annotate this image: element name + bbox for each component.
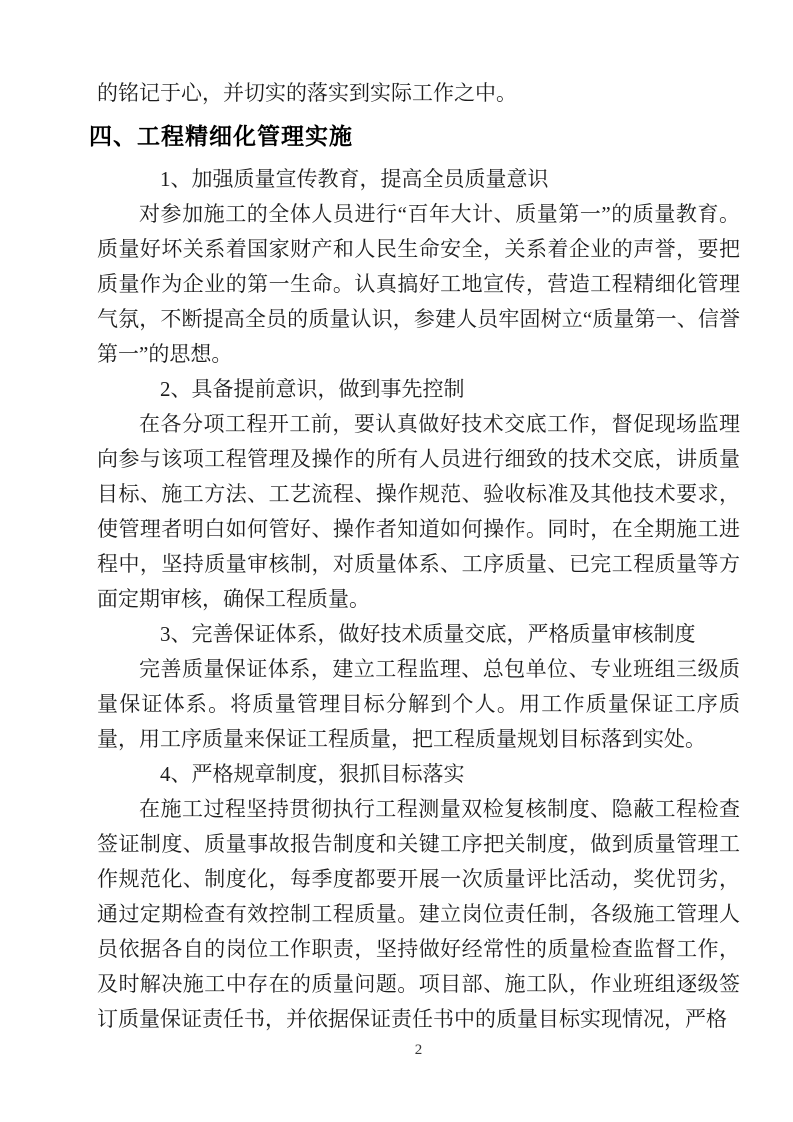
page-number: 2 bbox=[414, 1042, 423, 1058]
paragraph-1: 对参加施工的全体人员进行“百年大计、质量第一”的质量教育。质量好坏关系着国家财产和人民生命安全，关系着企业的声誉，要把质量作为企业的第一生命。认真搞好工地宣传，营造工程精细化管理气氛，不断提高全员的质量认识，参建人员牢固树立“质量第一、信誉第一”的思想。 bbox=[97, 202, 740, 366]
subsection-title-2: 2、具备提前意识，做到事先控制 bbox=[160, 377, 465, 401]
paragraph-4: 在施工过程坚持贯彻执行工程测量双检复核制度、隐蔽工程检查签证制度、质量事故报告制度和关键工序把关制度，做到质量管理工作规范化、制度化，每季度都要开展一次质量评比活动，奖优罚劣，通过定期检查有效控制工程质量。建立岗位责任制，各级施工管理人员依据各自的岗位工作职责，坚持做好经常性的质量检查监督工作，及时解决施工中存在的质量问题。项目部、施工队，作业班组逐级签订质量保证责任书，并依据保证责任书中的质量目标实现情况，严格 bbox=[97, 797, 740, 1031]
subsection-title-1: 1、加强质量宣传教育，提高全员质量意识 bbox=[160, 167, 549, 191]
subsection-title-3: 3、完善保证体系，做好技术质量交底，严格质量审核制度 bbox=[160, 622, 696, 646]
page-body bbox=[89, 76, 740, 1037]
paragraph-3: 完善质量保证体系，建立工程监理、总包单位、专业班组三级质量保证体系。将质量管理目标分解到个人。用工作质量保证工序质量，用工序质量来保证工程质量，把工程质量规划目标落到实处。 bbox=[97, 657, 740, 751]
paragraph-2: 在各分项工程开工前，要认真做好技术交底工作，督促现场监理向参与该项工程管理及操作的所有人员进行细致的技术交底，讲质量目标、施工方法、工艺流程、操作规范、验收标准及其他技术要求，使管理者明白如何管好、操作者知道如何操作。同时，在全期施工进程中，坚持质量审核制，对质量体系、工序质量、已完工程质量等方面定期审核，确保工程质量。 bbox=[97, 412, 740, 611]
section-heading: 四、工程精细化管理实施 bbox=[89, 123, 353, 149]
leading-continuation-line: 的铭记于心，并切实的落实到实际工作之中。 bbox=[97, 81, 517, 105]
subsection-title-4: 4、严格规章制度，狠抓目标落实 bbox=[160, 762, 465, 786]
